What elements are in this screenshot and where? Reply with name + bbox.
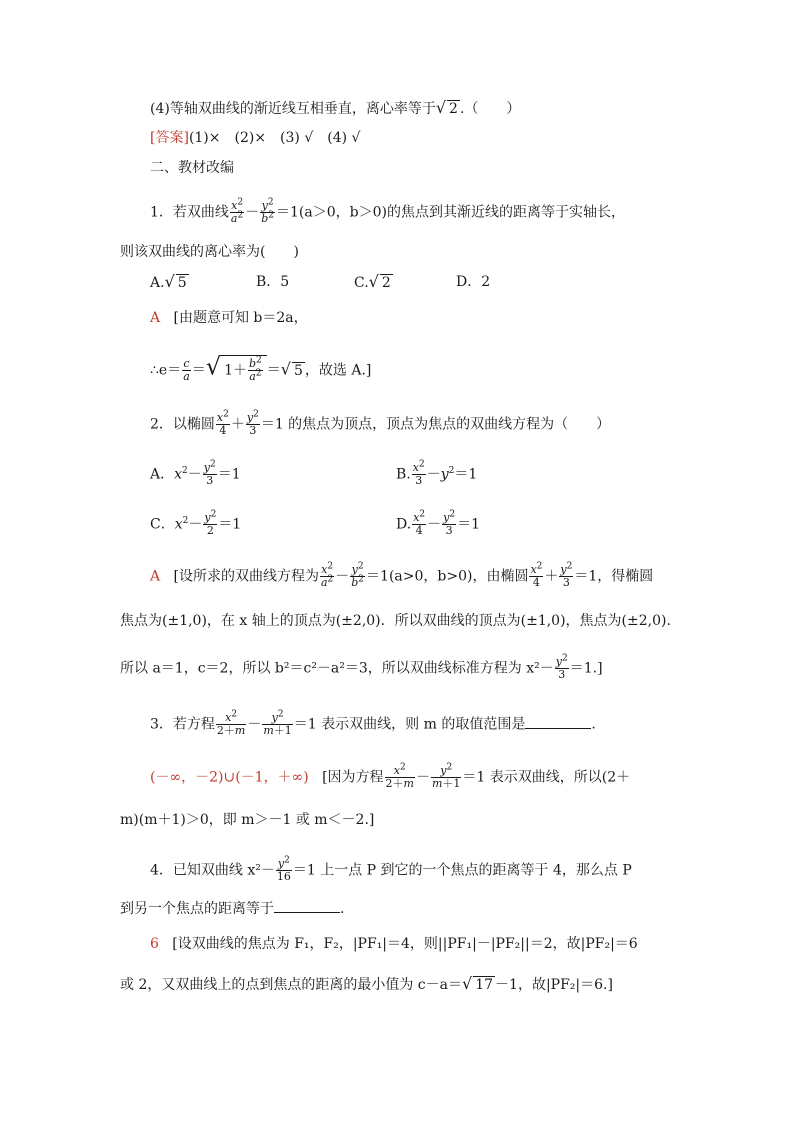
fraction: $\frac{y^2}{2}$ — [204, 509, 217, 537]
question-2: 2．以椭圆 $\frac{x^2}{4}$ ＋ $\frac{y^2}{3}$ ＝1 的焦点为顶点，顶点为焦点的双曲线方程为（ ） — [150, 409, 611, 437]
big-sqrt: 1＋ $\frac{b^2}{a^2}$ — [221, 355, 267, 383]
q2-answer-a: [设所求的双曲线方程为 — [173, 568, 319, 585]
q2-answer-e: ＝1.] — [569, 660, 603, 677]
option-label: C． — [150, 516, 175, 533]
q1-answer-1 — [150, 308, 308, 328]
answer-range: (－∞，－2)∪(－1，＋∞) — [150, 769, 309, 786]
fraction: $\frac{y^2}{m+1}$ — [263, 709, 292, 737]
sqrt-value: 2 — [381, 275, 391, 291]
fraction: $\frac{y^2}{b^2}$ — [261, 197, 274, 225]
answer-text: (1)× (2)× (3) √ (4) √ — [188, 130, 361, 146]
question-4 — [150, 855, 632, 883]
q4-answer-2: 或 2，又双曲线上的点到焦点的距离的最小值为 c－a＝√ 17 －1，故|PF₂|＝6.] — [120, 974, 613, 993]
fraction: $\frac{x^2}{a^2}$ — [230, 197, 244, 225]
q2-answer-1: A [设所求的双曲线方程为 $\frac{x^2}{a^2}$ － $\frac{y^2}{b^2}$ ＝1(a>0，b>0)，由椭圆 $\frac{x^2}{4}$ ＋ $\frac{y^2}{3}$ ＝1，得椭圆 — [150, 561, 654, 589]
q4-answer-a: [设双曲线的焦点为 F₁，F₂，|PF₁|＝4，则||PF₁|－|PF₂||＝2，故|PF₂|＝6 — [172, 936, 638, 952]
fraction: $\frac{x^2}{a^2}$ — [320, 561, 334, 589]
q4-text-d: . — [340, 901, 345, 917]
q1-answer-end: ，故选 A.] — [304, 362, 372, 379]
question-1: 1．若双曲线 $\frac{x^2}{a^2}$ － $\frac{y^2}{b^2}$ ＝1(a＞0，b＞0)的焦点到其渐近线的距离等于实轴长， — [150, 197, 625, 225]
fraction: $\frac{y^2}{3}$ — [560, 561, 573, 589]
option-label: A． — [150, 466, 175, 483]
q3-text-b: ＝1 表示双曲线，则 m 的取值范围是 — [293, 716, 526, 733]
statement-4-text: (4)等轴双曲线的渐近线互相垂直，离心率等于 — [150, 101, 436, 117]
q1-option-d: D．2 — [456, 274, 491, 290]
q1-line-2: 则该双曲线的离心率为( ) — [120, 244, 299, 260]
fraction: $\frac{y^2}{b^2}$ — [351, 561, 365, 589]
sqrt-value: 2 — [449, 101, 458, 117]
q3-answer-b: ＝1 表示双曲线，所以(2＋ — [462, 769, 631, 786]
q4-line-2 — [120, 898, 344, 919]
fraction: $\frac{b^2}{a^2}$ — [248, 355, 262, 383]
q1-answer-2: ∴e＝ $\frac{c}{a}$ ＝√ 1＋ $\frac{b^2}{a^2}$ ＝√ 5 ，故选 A.] — [150, 352, 372, 383]
q1-option-b: B．5 — [256, 274, 290, 290]
q2-answer-3 — [120, 653, 603, 681]
fraction: $\frac{y^2}{3}$ — [246, 409, 259, 437]
q1-text-b: ＝1(a＞0，b＞0)的焦点到其渐近线的距离等于实轴长， — [276, 204, 625, 221]
q3-answer-1: (－∞，－2)∪(－1，＋∞) [因为方程 $\frac{x^2}{2+m}$ － $\frac{y^2}{m+1}$ ＝1 表示双曲线，所以(2＋ — [150, 762, 631, 790]
q4-answer-b: 或 2，又双曲线上的点到焦点的距离的最小值为 c－a＝ — [120, 977, 462, 993]
fraction: $\frac{x^2}{2+m}$ — [216, 709, 246, 737]
q2-option-d: D. $\frac{x^2}{4}$ － $\frac{y^2}{3}$ ＝1 — [396, 509, 481, 537]
option-label: A. — [150, 275, 165, 291]
fraction: $\frac{y^2}{3}$ — [443, 509, 456, 537]
q1-answer-text: [由题意可知 b＝2a， — [173, 310, 308, 326]
fraction: $\frac{c}{a}$ — [183, 357, 190, 383]
sqrt-value: 17 — [475, 977, 494, 993]
answer-line — [150, 128, 360, 148]
statement-4: (4)等轴双曲线的渐近线互相垂直，离心率等于√ 2 .（ ） — [150, 98, 521, 117]
fraction: $\frac{x^2}{3}$ — [412, 459, 425, 487]
answer-tag: [答案] — [150, 130, 189, 146]
q4-text-c: 到另一个焦点的距离等于 — [120, 901, 274, 917]
q2-answer-c: ＝1，得椭圆 — [574, 568, 654, 585]
q2-answer-2: 焦点为(±1,0)，在 x 轴上的顶点为(±2,0)．所以双曲线的顶点为(±1,0)，焦点为(±2,0). — [120, 613, 671, 629]
answer-letter: A — [150, 568, 161, 585]
fraction: $\frac{x^2}{4}$ — [530, 561, 543, 589]
question-3: 3．若方程 $\frac{x^2}{2+m}$ － $\frac{y^2}{m+1}$ ＝1 表示双曲线，则 m 的取值范围是 . — [150, 709, 596, 737]
q1-option-c: C.√ 2 — [354, 272, 391, 291]
q2-option-c: C．$x^2-$ $\frac{y^2}{2}$ ＝1 — [150, 509, 242, 537]
fraction: $\frac{x^2}{4}$ — [413, 509, 426, 537]
section-heading: 二、教材改编 — [150, 160, 234, 176]
q1-answer-e: ∴e＝ — [150, 362, 182, 379]
q4-answer-1 — [150, 934, 638, 954]
answer-blank — [525, 714, 591, 729]
answer-number: 6 — [150, 936, 159, 952]
q3-text-a: 3．若方程 — [150, 716, 215, 733]
q2-option-b: B. $\frac{x^2}{3}$ $-y^2=1$ — [396, 459, 478, 487]
q2-answer-b: ＝1(a>0，b>0)，由椭圆 — [366, 568, 529, 585]
q3-text-c: . — [591, 716, 596, 733]
sqrt-value: 5 — [293, 362, 303, 379]
q2-text-a: 2．以椭圆 — [150, 416, 215, 433]
q3-answer-a: [因为方程 — [322, 769, 384, 786]
option-label: C. — [354, 275, 369, 291]
answer-letter: A — [150, 310, 161, 326]
q4-text-b: ＝1 上一点 P 到它的一个焦点的距离等于 4，那么点 P — [292, 862, 632, 879]
fraction: $\frac{y^2}{3}$ — [203, 459, 216, 487]
q2-option-a: A．$x^2-$ $\frac{y^2}{3}$ ＝1 — [150, 459, 241, 487]
q3-answer-2: m)(m＋1)＞0，即 m＞－1 或 m＜－2.] — [120, 812, 375, 828]
fraction: $\frac{y^2}{3}$ — [555, 653, 568, 681]
answer-blank — [274, 898, 340, 913]
q4-text-a: 4．已知双曲线 x²－ — [150, 862, 275, 879]
fraction: $\frac{x^2}{2+m}$ — [385, 762, 414, 790]
q2-text-b: ＝1 的焦点为顶点，顶点为焦点的双曲线方程为（ ） — [260, 416, 611, 433]
fraction: $\frac{x^2}{4}$ — [216, 409, 229, 437]
fraction: $\frac{y^2}{16}$ — [276, 855, 291, 883]
q1-text-a: 1．若双曲线 — [150, 204, 229, 221]
sqrt-value: 5 — [177, 275, 187, 291]
option-label: B. — [396, 466, 411, 483]
fraction: $\frac{y^2}{m+1}$ — [431, 762, 461, 790]
q1-option-a: A.√ 5 — [150, 272, 187, 291]
q2-answer-d: 所以 a＝1，c＝2，所以 b²＝c²－a²＝3，所以双曲线标准方程为 x²－ — [120, 660, 554, 677]
q4-answer-c: －1，故|PF₂|＝6.] — [495, 977, 613, 993]
statement-4-blank: .（ ） — [459, 101, 521, 117]
option-label: D. — [396, 516, 412, 533]
